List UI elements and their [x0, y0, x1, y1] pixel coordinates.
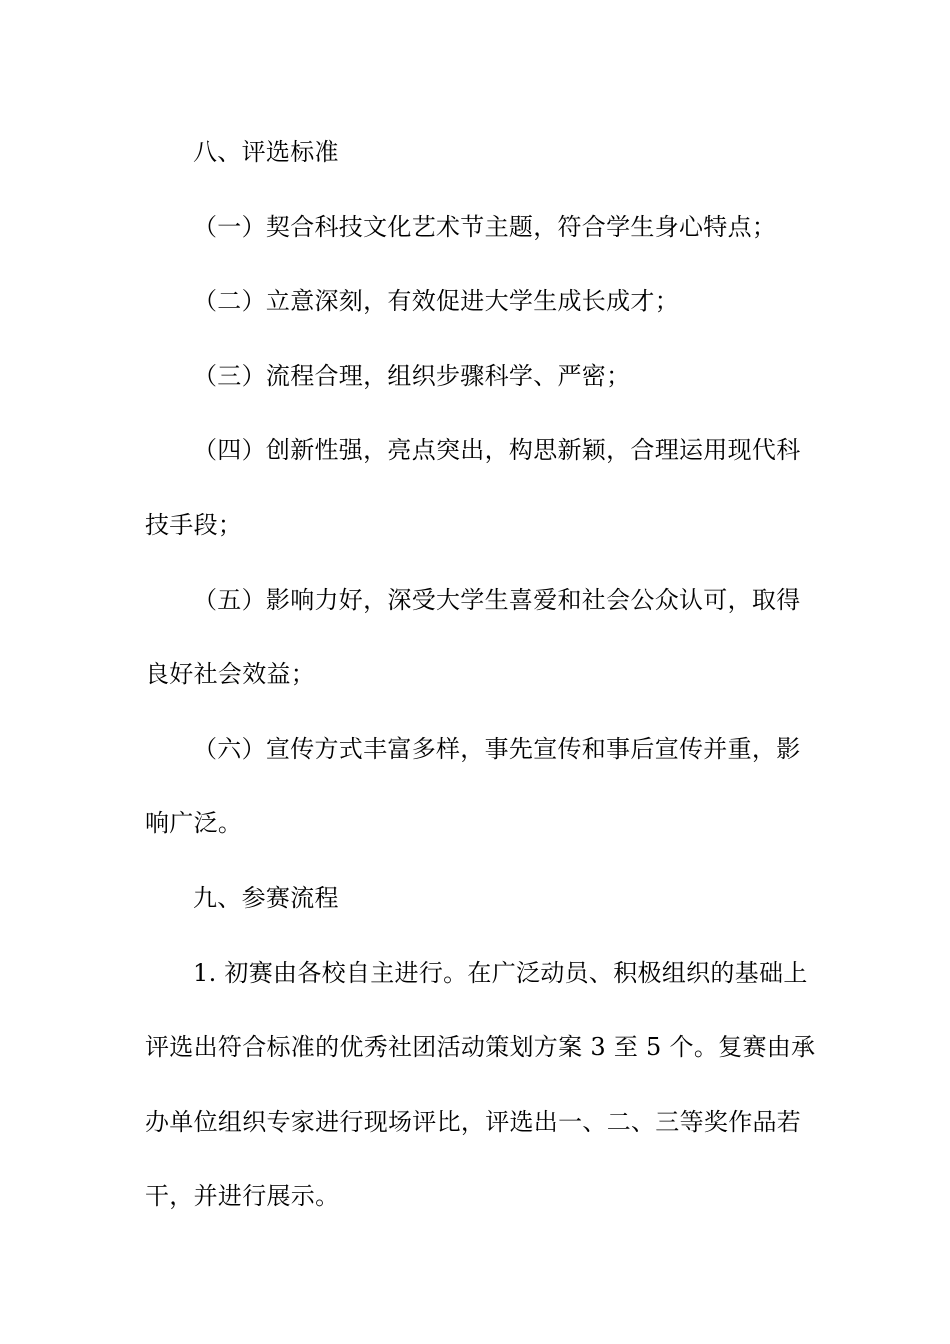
criteria-item-5-line-2: 良好社会效益； [145, 660, 316, 688]
criteria-item-3: （三）流程合理，组织步骤科学、严密； [193, 362, 631, 390]
criteria-item-1: （一）契合科技文化艺术节主题，符合学生身心特点； [193, 213, 777, 241]
criteria-item-6-line-1: （六）宣传方式丰富多样，事先宣传和事后宣传并重，影 [193, 735, 801, 763]
process-paragraph-line-2: 评选出符合标准的优秀社团活动策划方案 3 至 5 个。复赛由承 [145, 1033, 816, 1061]
process-paragraph-line-1: 1. 初赛由各校自主进行。在广泛动员、积极组织的基础上 [193, 959, 808, 987]
criteria-item-2: （二）立意深刻，有效促进大学生成长成才； [193, 287, 679, 315]
section-heading-competition-process: 九、参赛流程 [193, 884, 339, 912]
criteria-item-4-line-1: （四）创新性强，亮点突出，构思新颖，合理运用现代科 [193, 436, 801, 464]
criteria-item-5-line-1: （五）影响力好，深受大学生喜爱和社会公众认可，取得 [193, 586, 801, 614]
criteria-item-4-line-2: 技手段； [145, 511, 243, 539]
process-paragraph-line-4: 干，并进行展示。 [145, 1182, 340, 1210]
process-paragraph-line-3: 办单位组织专家进行现场评比，评选出一、二、三等奖作品若 [145, 1108, 802, 1136]
section-heading-evaluation-criteria: 八、评选标准 [193, 138, 339, 166]
criteria-item-6-line-2: 响广泛。 [145, 809, 243, 837]
